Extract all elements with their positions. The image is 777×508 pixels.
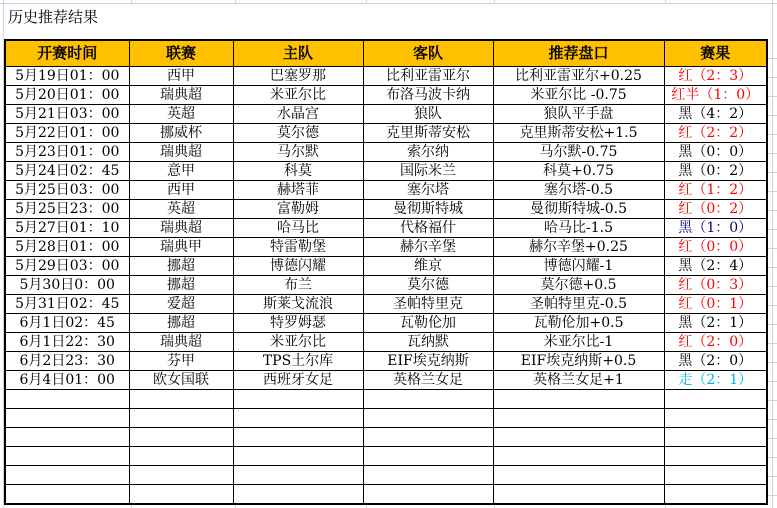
empty-table-row <box>5 409 767 428</box>
cell-handicap[interactable]: 赫尔辛堡+0.25 <box>493 238 664 257</box>
empty-cell[interactable] <box>493 485 664 505</box>
cell-result[interactable]: 黑（2：0） <box>664 352 767 371</box>
empty-table-row <box>5 428 767 447</box>
cell-away-team[interactable]: 瓦勒伦加 <box>363 314 493 333</box>
cell-league[interactable]: 西甲 <box>129 67 233 86</box>
cell-kickoff-time[interactable]: 5月25日03：00 <box>5 181 129 200</box>
cell-away-team[interactable]: 英格兰女足 <box>363 371 493 390</box>
cell-away-team[interactable]: 瓦纳默 <box>363 333 493 352</box>
table-row <box>5 86 767 105</box>
cell-handicap[interactable]: 马尔默-0.75 <box>493 143 664 162</box>
table-row <box>5 143 767 162</box>
cell-handicap[interactable]: 塞尔塔-0.5 <box>493 181 664 200</box>
empty-cell[interactable] <box>493 447 664 466</box>
empty-cell[interactable] <box>129 485 233 505</box>
empty-table-row <box>5 447 767 466</box>
sheet-gridline <box>0 3 777 4</box>
cell-away-team[interactable]: 代格福什 <box>363 219 493 238</box>
cell-handicap[interactable]: EIF埃克纳斯+0.5 <box>493 352 664 371</box>
cell-handicap[interactable]: 瓦勒伦加+0.5 <box>493 314 664 333</box>
empty-table-row <box>5 466 767 485</box>
cell-home-team[interactable]: 布兰 <box>233 276 363 295</box>
table-row <box>5 67 767 86</box>
cell-league[interactable]: 挪超 <box>129 314 233 333</box>
cell-handicap[interactable]: 科莫+0.75 <box>493 162 664 181</box>
cell-handicap[interactable]: 英格兰女足+1 <box>493 371 664 390</box>
cell-result[interactable]: 红（0：0） <box>664 238 767 257</box>
empty-cell[interactable] <box>363 466 493 485</box>
sheet-gridline <box>767 40 777 502</box>
cell-home-team[interactable]: 巴塞罗那 <box>233 67 363 86</box>
empty-cell[interactable] <box>233 390 363 409</box>
table-row <box>5 371 767 390</box>
cell-away-team[interactable]: 布洛马波卡纳 <box>363 86 493 105</box>
cell-away-team[interactable]: 维京 <box>363 257 493 276</box>
cell-home-team[interactable]: 斯莱戈流浪 <box>233 295 363 314</box>
cell-kickoff-time[interactable]: 5月20日01：00 <box>5 86 129 105</box>
cell-away-team[interactable]: 索尔纳 <box>363 143 493 162</box>
empty-cell[interactable] <box>664 428 767 447</box>
empty-cell[interactable] <box>129 466 233 485</box>
cell-result[interactable]: 黑（2：4） <box>664 257 767 276</box>
empty-cell[interactable] <box>664 390 767 409</box>
cell-handicap[interactable]: 圣帕特里克-0.5 <box>493 295 664 314</box>
cell-league[interactable]: 挪超 <box>129 276 233 295</box>
table-row <box>5 333 767 352</box>
cell-result[interactable]: 红半（1：0） <box>664 86 767 105</box>
empty-table-row <box>5 390 767 409</box>
cell-home-team[interactable]: 哈马比 <box>233 219 363 238</box>
cell-away-team[interactable]: EIF埃克纳斯 <box>363 352 493 371</box>
cell-away-team[interactable]: 克里斯蒂安松 <box>363 124 493 143</box>
cell-result[interactable]: 黑（2：1） <box>664 314 767 333</box>
empty-cell[interactable] <box>363 447 493 466</box>
cell-home-team[interactable]: 科莫 <box>233 162 363 181</box>
empty-cell[interactable] <box>233 485 363 505</box>
cell-home-team[interactable]: 特罗姆瑟 <box>233 314 363 333</box>
cell-result[interactable]: 红（0：1） <box>664 295 767 314</box>
cell-handicap[interactable]: 米亚尔比-1 <box>493 333 664 352</box>
empty-cell[interactable] <box>129 409 233 428</box>
table-row <box>5 352 767 371</box>
empty-cell[interactable] <box>5 466 129 485</box>
page-title: 历史推荐结果 <box>8 8 99 26</box>
cell-result[interactable]: 红（2：3） <box>664 67 767 86</box>
sheet-gridline <box>366 0 367 4</box>
cell-home-team[interactable]: 西班牙女足 <box>233 371 363 390</box>
empty-cell[interactable] <box>363 485 493 505</box>
table-row <box>5 200 767 219</box>
table-row <box>5 162 767 181</box>
table-row <box>5 314 767 333</box>
cell-league[interactable]: 挪超 <box>129 257 233 276</box>
header-league[interactable]: 联赛 <box>129 40 233 67</box>
cell-kickoff-time[interactable]: 5月29日03：00 <box>5 257 129 276</box>
cell-league[interactable]: 瑞典超 <box>129 86 233 105</box>
cell-kickoff-time[interactable]: 5月21日03：00 <box>5 105 129 124</box>
cell-home-team[interactable]: 赫塔菲 <box>233 181 363 200</box>
header-handicap[interactable]: 推荐盘口 <box>493 40 664 67</box>
empty-cell[interactable] <box>664 447 767 466</box>
cell-home-team[interactable]: 米亚尔比 <box>233 333 363 352</box>
cell-home-team[interactable]: 米亚尔比 <box>233 86 363 105</box>
empty-table-row <box>5 485 767 505</box>
empty-cell[interactable] <box>493 390 664 409</box>
empty-cell[interactable] <box>493 409 664 428</box>
sheet-gridline <box>494 0 495 4</box>
empty-cell[interactable] <box>129 390 233 409</box>
cell-league[interactable]: 芬甲 <box>129 352 233 371</box>
cell-result[interactable]: 黑（0：0） <box>664 143 767 162</box>
cell-result[interactable]: 黑（4：2） <box>664 105 767 124</box>
empty-cell[interactable] <box>5 390 129 409</box>
cell-away-team[interactable]: 赫尔辛堡 <box>363 238 493 257</box>
cell-kickoff-time[interactable]: 5月28日01：00 <box>5 238 129 257</box>
cell-kickoff-time[interactable]: 5月27日01：10 <box>5 219 129 238</box>
cell-kickoff-time[interactable]: 5月24日02：45 <box>5 162 129 181</box>
cell-result[interactable]: 红（2：0） <box>664 333 767 352</box>
cell-result[interactable]: 红（1：2） <box>664 181 767 200</box>
cell-result[interactable]: 红（0：3） <box>664 276 767 295</box>
cell-league[interactable]: 西甲 <box>129 181 233 200</box>
cell-league[interactable]: 英超 <box>129 200 233 219</box>
empty-cell[interactable] <box>5 428 129 447</box>
header-kickoff-time[interactable]: 开赛时间 <box>5 40 129 67</box>
empty-cell[interactable] <box>363 390 493 409</box>
empty-cell[interactable] <box>5 409 129 428</box>
cell-kickoff-time[interactable]: 5月23日01：00 <box>5 143 129 162</box>
table-header-row <box>5 40 767 67</box>
cell-away-team[interactable]: 塞尔塔 <box>363 181 493 200</box>
empty-cell[interactable] <box>129 447 233 466</box>
cell-kickoff-time[interactable]: 6月1日02：45 <box>5 314 129 333</box>
cell-kickoff-time[interactable]: 5月30日0：00 <box>5 276 129 295</box>
cell-league[interactable]: 英超 <box>129 105 233 124</box>
cell-result[interactable]: 红（0：2） <box>664 200 767 219</box>
cell-handicap[interactable]: 狼队平手盘 <box>493 105 664 124</box>
cell-league[interactable]: 瑞典甲 <box>129 238 233 257</box>
cell-kickoff-time[interactable]: 5月25日23：00 <box>5 200 129 219</box>
cell-kickoff-time[interactable]: 6月1日22：30 <box>5 333 129 352</box>
cell-away-team[interactable]: 国际米兰 <box>363 162 493 181</box>
empty-cell[interactable] <box>664 466 767 485</box>
table-row <box>5 295 767 314</box>
empty-cell[interactable] <box>363 428 493 447</box>
cell-away-team[interactable]: 曼彻斯特城 <box>363 200 493 219</box>
table-row <box>5 181 767 200</box>
cell-home-team[interactable]: TPS土尔库 <box>233 352 363 371</box>
cell-handicap[interactable]: 比利亚雷亚尔+0.25 <box>493 67 664 86</box>
cell-handicap[interactable]: 莫尔德+0.5 <box>493 276 664 295</box>
cell-away-team[interactable]: 圣帕特里克 <box>363 295 493 314</box>
cell-league[interactable]: 意甲 <box>129 162 233 181</box>
empty-cell[interactable] <box>363 409 493 428</box>
cell-handicap[interactable]: 哈马比-1.5 <box>493 219 664 238</box>
empty-cell[interactable] <box>493 466 664 485</box>
cell-kickoff-time[interactable]: 6月2日23：30 <box>5 352 129 371</box>
table-row <box>5 276 767 295</box>
cell-handicap[interactable]: 曼彻斯特城-0.5 <box>493 200 664 219</box>
cell-league[interactable]: 欧女国联 <box>129 371 233 390</box>
cell-kickoff-time[interactable]: 5月22日01：00 <box>5 124 129 143</box>
empty-cell[interactable] <box>5 447 129 466</box>
cell-home-team[interactable]: 莫尔德 <box>233 124 363 143</box>
cell-home-team[interactable]: 马尔默 <box>233 143 363 162</box>
table-row <box>5 257 767 276</box>
empty-cell[interactable] <box>233 428 363 447</box>
cell-league[interactable]: 挪威杯 <box>129 124 233 143</box>
cell-handicap[interactable]: 克里斯蒂安松+1.5 <box>493 124 664 143</box>
cell-league[interactable]: 瑞典超 <box>129 333 233 352</box>
cell-result[interactable]: 走（2：1） <box>664 371 767 390</box>
cell-away-team[interactable]: 比利亚雷亚尔 <box>363 67 493 86</box>
cell-kickoff-time[interactable]: 5月19日01：00 <box>5 67 129 86</box>
cell-league[interactable]: 瑞典超 <box>129 219 233 238</box>
cell-home-team[interactable]: 特雷勒堡 <box>233 238 363 257</box>
empty-cell[interactable] <box>129 428 233 447</box>
table-row <box>5 219 767 238</box>
empty-cell[interactable] <box>233 466 363 485</box>
empty-cell[interactable] <box>493 428 664 447</box>
cell-away-team[interactable]: 莫尔德 <box>363 276 493 295</box>
cell-home-team[interactable]: 富勒姆 <box>233 200 363 219</box>
cell-league[interactable]: 爱超 <box>129 295 233 314</box>
table-row <box>5 105 767 124</box>
table-row <box>5 238 767 257</box>
sheet-gridline <box>235 0 236 4</box>
cell-result[interactable]: 红（2：2） <box>664 124 767 143</box>
cell-kickoff-time[interactable]: 5月31日02：45 <box>5 295 129 314</box>
cell-handicap[interactable]: 米亚尔比 -0.75 <box>493 86 664 105</box>
table-row <box>5 124 767 143</box>
empty-cell[interactable] <box>664 409 767 428</box>
cell-home-team[interactable]: 博德闪耀 <box>233 257 363 276</box>
cell-home-team[interactable]: 水晶宫 <box>233 105 363 124</box>
empty-cell[interactable] <box>233 409 363 428</box>
empty-cell[interactable] <box>5 485 129 505</box>
cell-away-team[interactable]: 狼队 <box>363 105 493 124</box>
empty-cell[interactable] <box>233 447 363 466</box>
history-recommendation-table <box>4 39 768 505</box>
header-away-team[interactable]: 客队 <box>363 40 493 67</box>
cell-kickoff-time[interactable]: 6月4日01：00 <box>5 371 129 390</box>
empty-cell[interactable] <box>664 485 767 505</box>
sheet-gridline <box>131 0 132 4</box>
sheet-gridline <box>665 0 666 4</box>
header-result[interactable]: 赛果 <box>664 40 767 67</box>
header-home-team[interactable]: 主队 <box>233 40 363 67</box>
cell-result[interactable]: 黑（1：0） <box>664 219 767 238</box>
cell-league[interactable]: 瑞典超 <box>129 143 233 162</box>
cell-result[interactable]: 黑（0：2） <box>664 162 767 181</box>
cell-handicap[interactable]: 博德闪耀-1 <box>493 257 664 276</box>
